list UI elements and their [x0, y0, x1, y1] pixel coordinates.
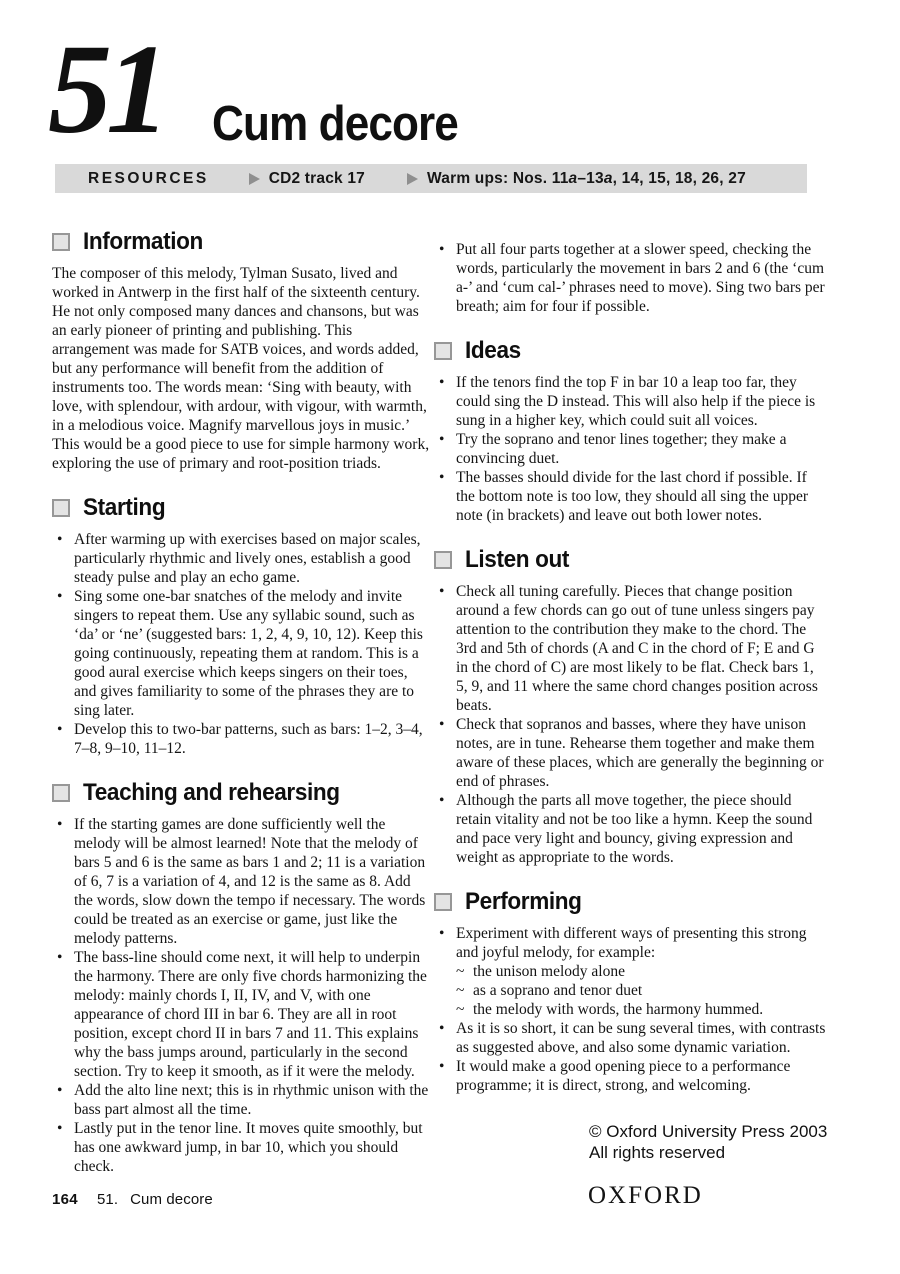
copyright-block [589, 1122, 827, 1163]
resources-item-cd-track: CD2 track 17 [268, 169, 366, 187]
section-title: Listen out [465, 546, 570, 573]
bullet-icon: • [57, 531, 63, 548]
checkbox-icon [434, 893, 452, 911]
bullet-icon: • [57, 1082, 63, 1099]
list-item [52, 530, 430, 587]
triangle-right-icon [249, 173, 260, 185]
list-item [434, 1057, 826, 1095]
list-item [434, 468, 826, 525]
sub-list-item [456, 981, 826, 1000]
list-item-text: The basses should divide for the last chord if possible. If the bottom note is too low, they should all sing the upper note (in brackets) and leave out both lower notes. [456, 469, 809, 524]
section-header-listen-out [434, 546, 826, 573]
list-item-text: It would make a good opening piece to a performance programme; it is direct, strong, and welcoming. [456, 1058, 791, 1094]
section-title: Teaching and rehearsing [83, 779, 340, 806]
left-column [52, 228, 430, 1176]
list-item-text: Try the soprano and tenor lines together; they make a convincing duet. [456, 431, 787, 467]
checkbox-icon [52, 233, 70, 251]
list-item [434, 373, 826, 430]
footer-running-title [97, 1191, 213, 1208]
section-title: Starting [83, 494, 166, 521]
footer-page-number: 164 [52, 1191, 78, 1208]
checkbox-icon [52, 784, 70, 802]
list-item [52, 1081, 430, 1119]
checkbox-icon [52, 499, 70, 517]
list-item [52, 1119, 430, 1176]
list-item-text: As it is so short, it can be sung several times, with contrasts as suggested above, and also some dynamic variation. [456, 1020, 826, 1056]
section-header-teaching [52, 779, 430, 806]
checkbox-icon [434, 342, 452, 360]
bullet-icon: • [57, 816, 63, 833]
footer-left [52, 1191, 213, 1208]
sub-list-item-text: as a soprano and tenor duet [473, 982, 643, 999]
resources-item-warmups: Warm ups: Nos. 11a–13a, 14, 15, 18, 26, 27 [427, 169, 746, 187]
bullet-icon: • [439, 241, 445, 258]
bullet-icon: • [439, 1058, 445, 1075]
section-header-starting [52, 494, 430, 521]
list-item-text: If the starting games are done sufficiently well the melody will be almost learned! Note that the melody of bars 5 and 6 is the same as bars 1 and 2; 11 is a variation of 6, 7 is a variation of 4, and 12 is the same as 8. Add the words, slow down the tempo if necessary. The words could be treated as an exercise or game, just like the melody patterns. [74, 816, 426, 947]
list-item-text: Although the parts all move together, the piece should retain vitality and not be too like a hymn. Keep the sound and pace very light and bouncy, giving expression and weight as appropriate to the words. [456, 792, 813, 866]
list-item-text: After warming up with exercises based on major scales, particularly rhythmic and lively ones, establish a good steady pulse and play an echo game. [74, 531, 421, 586]
list-item-text: Experiment with different ways of presenting this strong and joyful melody, for example: [456, 925, 807, 961]
bullet-icon: • [57, 588, 63, 605]
copyright-line-2: All rights reserved [589, 1142, 726, 1162]
list-item-text: The bass-line should come next, it will help to underpin the harmony. There are only five chords harmonizing the melody: mainly chords I, II, IV, and V, with one appearance of chord III in bar 6. They are all in root position, except chord II in bars 7 and 11. This explains why the bass jumps around, particularly in the second section. Try to keep it smooth, as if it were the melody. [74, 949, 427, 1080]
bullet-icon: • [439, 792, 445, 809]
information-paragraph: The composer of this melody, Tylman Susato, lived and worked in Antwerp in the first half of the sixteenth century. He not only composed many dances and chansons, but was an early pioneer of printing and publishing. This arrangement was made for SATB voices, and words added, but any performance will benefit from the addition of instruments too. The words mean: ‘Sing with beauty, with love, with splendour, with ardour, with vigour, with warmth, in a melodious voice. Magnify marvellous joys in music.’ This would be a good piece to use for simple harmony work, exploring the use of primary and root-position triads. [52, 265, 430, 472]
tilde-icon: ~ [456, 982, 465, 999]
section-header-performing [434, 888, 826, 915]
list-item [52, 720, 430, 758]
section-title: Performing [465, 888, 582, 915]
bullet-icon: • [439, 469, 445, 486]
list-item-text: Develop this to two-bar patterns, such as bars: 1–2, 3–4, 7–8, 9–10, 11–12. [74, 721, 423, 757]
bullet-icon: • [57, 949, 63, 966]
sub-list-item-text: the unison melody alone [473, 963, 625, 980]
list-item [434, 1019, 826, 1057]
list-item-text: Lastly put in the tenor line. It moves quite smoothly, but has one awkward jump, in bar 10, which you should check. [74, 1120, 423, 1175]
sub-list-item-text: the melody with words, the harmony hummed. [473, 1001, 764, 1018]
bullet-icon: • [439, 583, 445, 600]
section-title: Ideas [465, 337, 521, 364]
footer-running-text: Cum decore [130, 1191, 213, 1208]
section-title: Information [83, 228, 203, 255]
piece-title: Cum decore [212, 97, 458, 151]
bullet-icon: • [57, 1120, 63, 1137]
list-item [434, 430, 826, 468]
sub-list-item [456, 1000, 826, 1019]
list-item-text: If the tenors find the top F in bar 10 a leap too far, they could sing the D instead. This will also help if the piece is sung in a higher key, which could suit all voices. [456, 374, 816, 429]
bullet-icon: • [439, 716, 445, 733]
resources-label: RESOURCES [88, 169, 209, 187]
bullet-icon: • [439, 431, 445, 448]
list-item [434, 582, 826, 715]
list-item [52, 948, 430, 1081]
piece-number: 51 [48, 18, 164, 160]
bullet-icon: • [57, 721, 63, 738]
right-column [434, 240, 826, 1095]
list-item [434, 924, 826, 1019]
list-item [434, 715, 826, 791]
list-item-text: Sing some one-bar snatches of the melody and invite singers to repeat them. Use any syllabic sound, such as ‘da’ or ‘ne’ (suggested bars: 1, 2, 4, 9, 10, 12). Keep this going continuously, repeating them at random. This is a good aural exercise which keeps singers on their toes, and gives familiarity to some of the phrases they are to sing later. [74, 588, 423, 719]
list-item [434, 791, 826, 867]
oxford-publisher-logo: OXFORD [588, 1182, 703, 1209]
list-item-text: Check all tuning carefully. Pieces that change position around a few chords can go out of tune unless singers pay attention to the contribution they make to the chord. The 3rd and 5th of chords (A and C in the chord of F; E and G in the chord of C) are most likely to be flat. Check bars 1, 5, 9, and 11 where the same chord changes position across beats. [456, 583, 818, 714]
copyright-line-1: © Oxford University Press 2003 [589, 1122, 828, 1141]
resources-bar [55, 164, 807, 193]
sub-list-item [456, 962, 826, 981]
list-item-text: Add the alto line next; this is in rhythmic unison with the bass part almost all the time. [74, 1082, 429, 1118]
list-item-text: Put all four parts together at a slower speed, checking the words, particularly the movement in bars 2 and 6 (the ‘cum a-’ and ‘cum cal-’ phrases need to move). Sing two bars per breath; aim for four if possible. [456, 241, 825, 315]
bullet-icon: • [439, 1020, 445, 1037]
list-item [434, 240, 826, 316]
list-item [52, 815, 430, 948]
checkbox-icon [434, 551, 452, 569]
list-item [52, 587, 430, 720]
list-item-text: Check that sopranos and basses, where they have unison notes, are in tune. Rehearse them together and make them aware of these places, which are generally the beginning or end of phrases. [456, 716, 824, 790]
section-header-information [52, 228, 430, 255]
bullet-icon: • [439, 374, 445, 391]
footer-running-number: 51. [96, 1191, 119, 1208]
section-header-ideas [434, 337, 826, 364]
tilde-icon: ~ [456, 1001, 465, 1018]
bullet-icon: • [439, 925, 445, 942]
triangle-right-icon [407, 173, 418, 185]
tilde-icon: ~ [456, 963, 465, 980]
